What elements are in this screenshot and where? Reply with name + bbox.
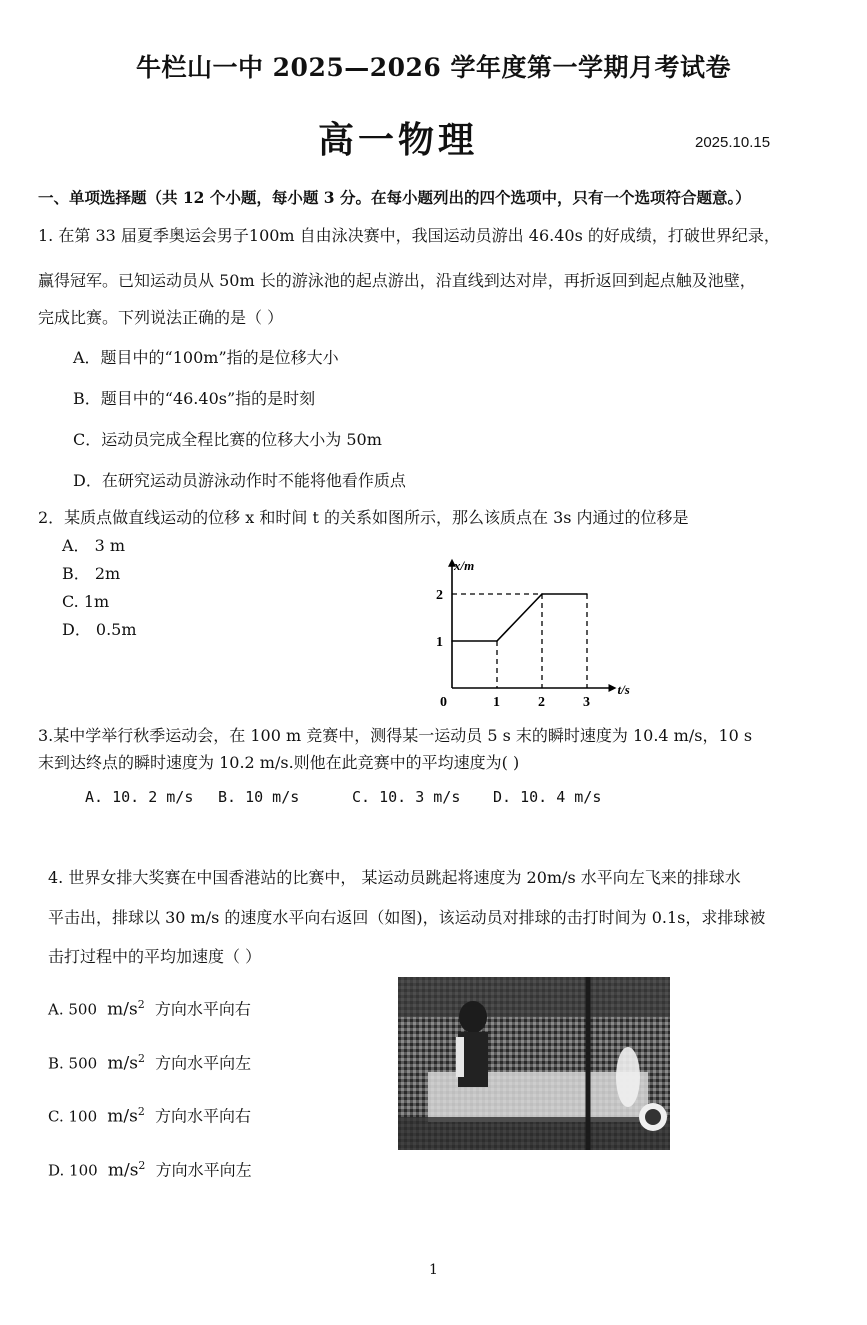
q3-option-c: C. 10. 3 m/s (352, 788, 461, 806)
section-heading: 一、单项选择题（共 12 个小题，每小题 3 分。在每小题列出的四个选项中，只有一个选项符合题意。） (38, 188, 751, 207)
x-axis-arrow (609, 684, 617, 692)
y-axis-label: x/m (454, 557, 475, 573)
x-tick-label-0: 0 (440, 695, 447, 708)
y-tick-label-0: 1 (436, 635, 443, 650)
q1-option-b: B．题目中的“46.40s”指的是时刻 (73, 389, 316, 408)
q4-option-a: A. 500 $m/s^2$ 方向水平向右 (48, 998, 251, 1020)
q3-line-2: 末到达终点的瞬时速度为 10.2 m/s.则他在此竞赛中的平均速度为( ) (38, 753, 520, 772)
q2-option-c: C. 1m (62, 592, 110, 611)
xt-graph (425, 538, 640, 708)
q4-option-b: B. 500 $m/s^2$ 方向水平向左 (48, 1052, 252, 1074)
data-point-2 (541, 593, 543, 595)
q1-option-a: A．题目中的“100m”指的是位移大小 (73, 348, 339, 367)
subject-title: 高一物理 (318, 119, 479, 161)
exam-title: 牛栏山一中 2025—2026 学年度第一学期月考试卷 (135, 53, 732, 82)
x-tick-label-2: 2 (538, 695, 545, 708)
q1-line-2: 赢得冠军。已知运动员从 50m 长的游泳池的起点游出，沿直线到达对岸，再折返回到起点触及池壁， (38, 271, 756, 290)
q2-option-d: D． 0.5m (62, 620, 137, 639)
q1-option-d: D．在研究运动员游泳动作时不能将他看作质点 (73, 471, 406, 490)
exam-date: 2025.10.15 (695, 134, 771, 151)
x-axis-label: t/s (617, 682, 630, 697)
data-point-0 (451, 640, 453, 642)
q3-option-b: B. 10 m/s (218, 788, 300, 806)
q1-option-c: C．运动员完成全程比赛的位移大小为 50m (73, 430, 382, 449)
q1-line-1: 1. 在第 33 届夏季奥运会男子100m 自由泳决赛中，我国运动员游出 46.40s 的好成绩，打破世界纪录， (38, 226, 780, 245)
series-line (452, 594, 587, 641)
q4-option-d: D. 100 $m/s^2$ 方向水平向左 (48, 1159, 252, 1181)
q2-option-b: B． 2m (62, 564, 121, 583)
page-number: 1 (429, 1262, 438, 1278)
q4-line-3: 击打过程中的平均加速度（ ） (48, 947, 262, 966)
q3-line-1: 3.某中学举行秋季运动会，在 100 m 竞赛中，测得某一运动员 5 s 末的瞬时速度为 10.4 m/s，10 s (38, 726, 753, 745)
q2-option-a: A． 3 m (62, 536, 126, 555)
data-point-1 (496, 640, 498, 642)
q4-line-1: 4. 世界女排大奖赛在中国香港站的比赛中， 某运动员跳起将速度为 20m/s 水平向左飞来的排球水 (48, 868, 741, 887)
q1-line-3: 完成比赛。下列说法正确的是（ ） (38, 308, 284, 327)
y-tick-label-1: 2 (436, 588, 443, 603)
volleyball-photo (398, 977, 670, 1150)
data-point-3 (586, 593, 588, 595)
q4-line-2: 平击出，排球以 30 m/s 的速度水平向右返回（如图)，该运动员对排球的击打时间为 0.1s，求排球被 (48, 908, 766, 927)
q3-option-a: A. 10. 2 m/s (85, 788, 194, 806)
q2-stem: 2．某质点做直线运动的位移 x 和时间 t 的关系如图所示，那么该质点在 3s 内通过的位移是 (38, 508, 689, 527)
x-tick-label-3: 3 (583, 695, 590, 708)
q4-option-c: C. 100 $m/s^2$ 方向水平向右 (48, 1105, 252, 1127)
q3-option-d: D. 10. 4 m/s (493, 788, 602, 806)
x-tick-label-1: 1 (493, 695, 500, 708)
